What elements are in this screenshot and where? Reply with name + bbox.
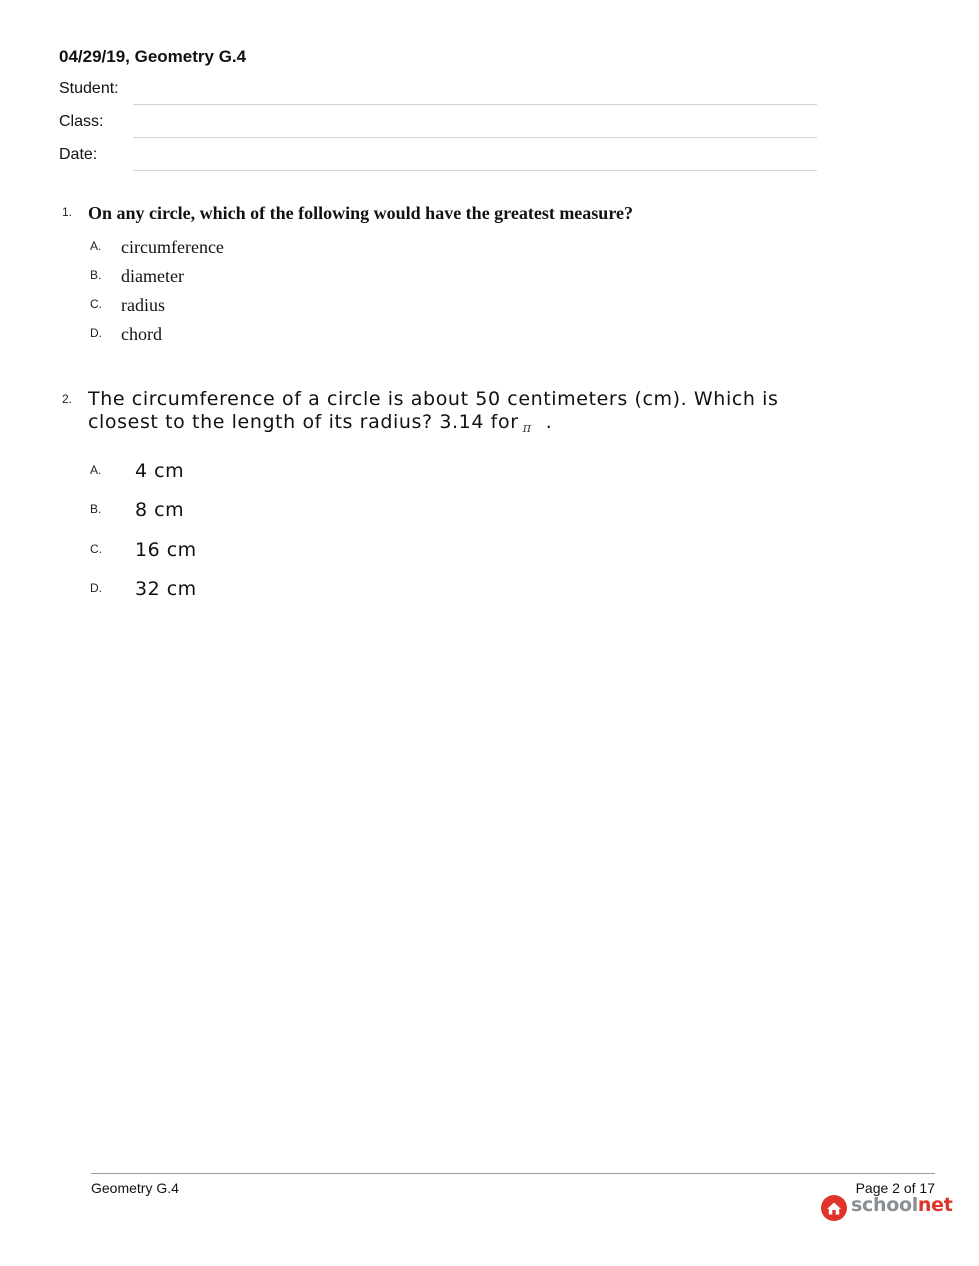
option-letter: B. bbox=[90, 502, 102, 516]
footer-divider bbox=[91, 1173, 935, 1174]
question-text-end: . bbox=[545, 411, 553, 433]
option-letter: A. bbox=[90, 239, 102, 253]
question-text-line-1: The circumference of a circle is about 50 centimeters (cm). Which is bbox=[88, 388, 779, 410]
question-number: 1. bbox=[62, 205, 73, 219]
class-line bbox=[133, 137, 817, 138]
question-text-line-2 bbox=[88, 411, 788, 436]
option-text: 16 cm bbox=[135, 539, 197, 561]
footer-page-number: Page 2 of 17 bbox=[855, 1180, 935, 1196]
student-line bbox=[133, 104, 817, 105]
option-letter: B. bbox=[90, 268, 102, 282]
pi-symbol: π bbox=[522, 421, 532, 436]
question-text-line-2-main: closest to the length of its radius? 3.14 for bbox=[88, 411, 519, 433]
student-label: Student: bbox=[59, 80, 119, 97]
brand-wordmark bbox=[851, 1194, 953, 1216]
worksheet-title: 04/29/19, Geometry G.4 bbox=[59, 47, 247, 66]
date-field bbox=[59, 146, 817, 178]
option-text: 32 cm bbox=[135, 578, 197, 600]
option-text: diameter bbox=[121, 266, 184, 286]
option-text: 8 cm bbox=[135, 499, 185, 521]
option-text: circumference bbox=[121, 237, 224, 257]
option-text: chord bbox=[121, 324, 162, 344]
question-text bbox=[88, 388, 788, 436]
option-letter: A. bbox=[90, 463, 102, 477]
schoolnet-logo bbox=[820, 1193, 953, 1223]
option-letter: D. bbox=[90, 326, 102, 340]
option-letter: C. bbox=[90, 297, 102, 311]
schoolnet-house-logo-icon bbox=[820, 1194, 848, 1222]
class-label: Class: bbox=[59, 113, 104, 130]
brand-wordmark-net: net bbox=[917, 1194, 953, 1216]
option-text: radius bbox=[121, 295, 165, 315]
option-letter: C. bbox=[90, 542, 102, 556]
date-label: Date: bbox=[59, 146, 98, 163]
question-text: On any circle, which of the following would have the greatest measure? bbox=[88, 203, 633, 223]
option-text: 4 cm bbox=[135, 460, 185, 482]
question-number: 2. bbox=[62, 392, 73, 406]
date-line bbox=[133, 170, 817, 171]
student-field bbox=[59, 80, 817, 112]
brand-wordmark-school: school bbox=[851, 1194, 918, 1216]
footer-doc-name: Geometry G.4 bbox=[91, 1180, 179, 1196]
option-letter: D. bbox=[90, 581, 102, 595]
class-field bbox=[59, 113, 817, 145]
